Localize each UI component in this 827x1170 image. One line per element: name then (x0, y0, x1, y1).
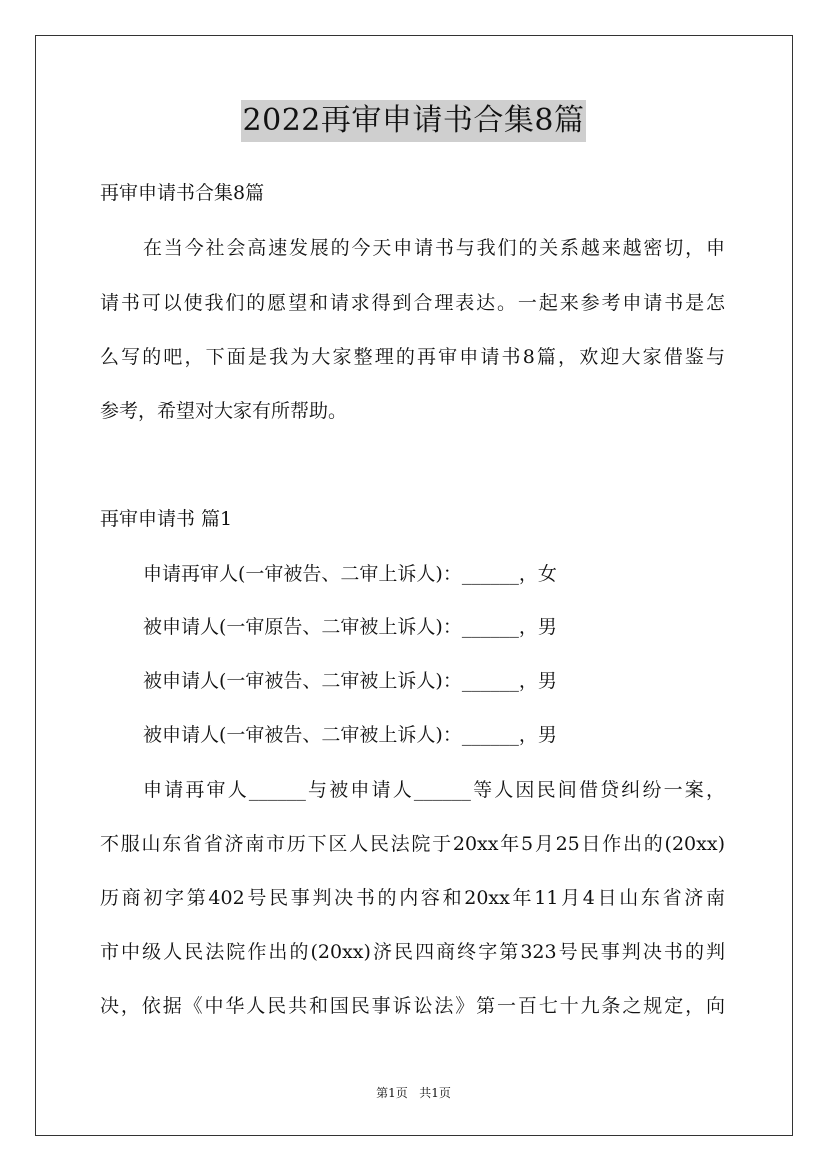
party-line-4: 被申请人(一审被告、二审被上诉人)：______，男 (143, 724, 557, 746)
footer-total-pages: 共1页 (419, 1086, 451, 1100)
body-line-4: 市中级人民法院作出的(20xx)济民四商终字第323号民事判决书的判 (100, 941, 725, 963)
body-line-1: 申请再审人______与被申请人______等人因民间借贷纠纷一案， (143, 779, 725, 801)
document-subtitle: 再审申请书合集8篇 (100, 182, 265, 204)
intro-line-4: 参考，希望对大家有所帮助。 (100, 400, 348, 422)
party-line-3: 被申请人(一审被告、二审被上诉人)：______，男 (143, 670, 557, 692)
intro-line-2: 请书可以使我们的愿望和请求得到合理表达。一起来参考申请书是怎 (100, 292, 725, 314)
section-heading: 再审申请书 篇1 (100, 508, 233, 530)
page-footer (0, 1084, 827, 1101)
footer-page-number: 第1页 (376, 1086, 408, 1100)
intro-line-3: 么写的吧，下面是我为大家整理的再审申请书8篇，欢迎大家借鉴与 (100, 346, 725, 368)
document-title: 2022再审申请书合集8篇 (241, 100, 587, 142)
title-wrap (0, 100, 827, 142)
body-line-3: 历商初字第402号民事判决书的内容和20xx年11月4日山东省济南 (100, 887, 725, 909)
party-line-1: 申请再审人(一审被告、二审上诉人)：______，女 (143, 563, 557, 585)
body-line-5: 决，依据《中华人民共和国民事诉讼法》第一百七十九条之规定，向 (100, 995, 725, 1017)
party-line-2: 被申请人(一审原告、二审被上诉人)：______，男 (143, 616, 557, 638)
body-line-2: 不服山东省省济南市历下区人民法院于20xx年5月25日作出的(20xx) (100, 833, 725, 855)
intro-line-1: 在当今社会高速发展的今天申请书与我们的关系越来越密切，申 (143, 237, 725, 259)
